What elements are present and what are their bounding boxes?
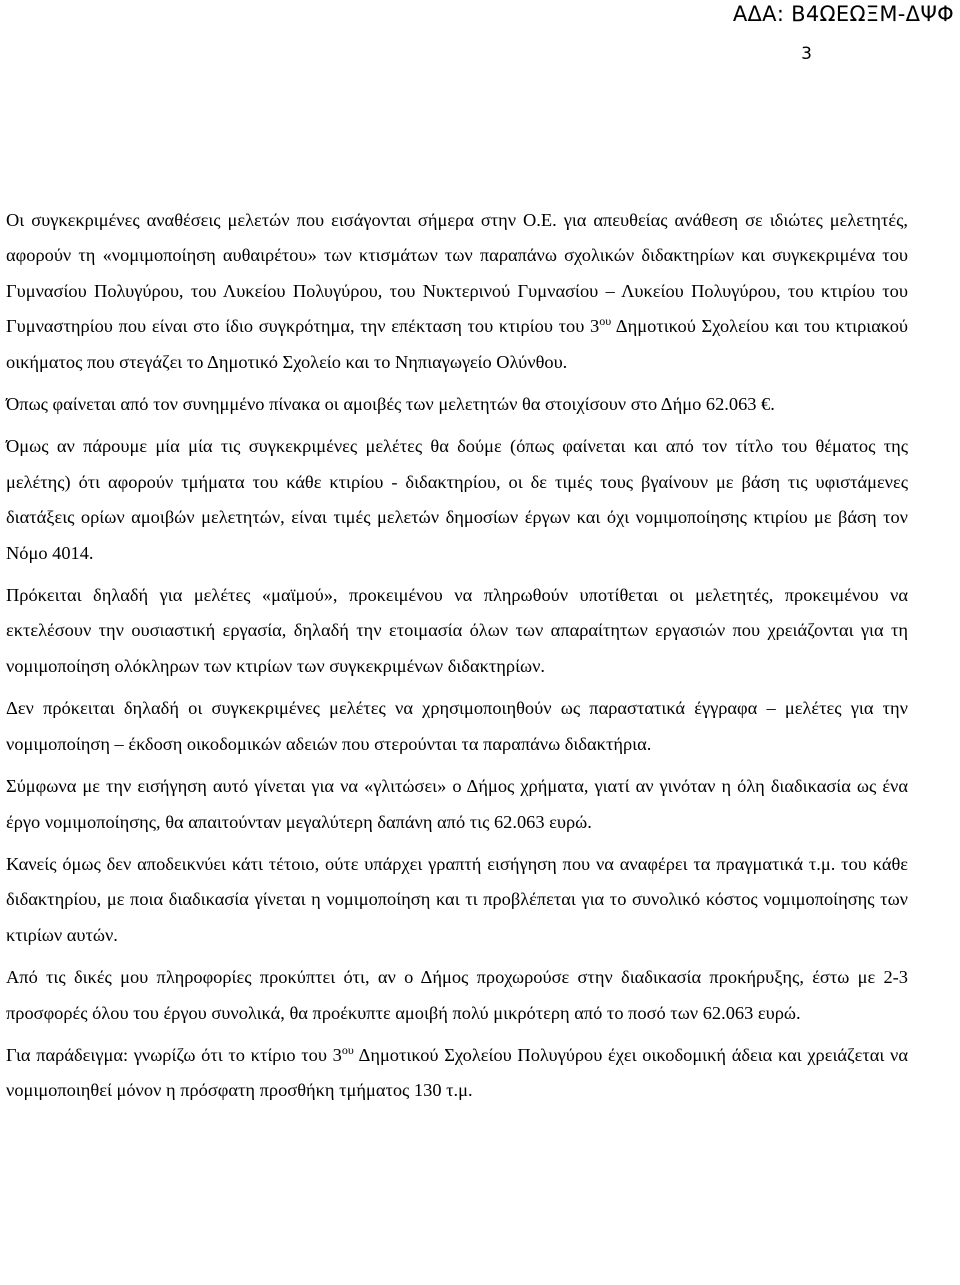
paragraph-fake-studies: Πρόκειται δηλαδή για μελέτες «μαϊμού», προκειμένου να πληρωθούν υποτίθεται οι μελετητές, προκειμένου να εκτελέσουν την ουσιαστική εργασία, δηλαδή την ετοιμασία όλων των απαραίτητων εργασιών που χρειάζονται για τη νομιμοποίηση ολόκληρων των κτιρίων των συγκεκριμένων διδακτηρίων. <box>6 585 908 676</box>
page-number: 3 <box>801 44 812 64</box>
paragraph-text: Δημοτικού Σχολείου και του κτιριακού οικήματος που στεγάζει το Δημοτικό Σχολείο και το Νηπιαγωγείο Ολύνθου. <box>6 316 908 372</box>
ordinal-suffix: ου <box>341 1042 354 1057</box>
paragraph-proposal: Σύμφωνα με την εισήγηση αυτό γίνεται για να «γλιτώσει» ο Δήμος χρήματα, γιατί αν γινόταν η όλη διαδικασία ως ένα έργο νομιμοποίησης, θα απαιτούνταν μεγαλύτερη δαπάνη από τις 62.063 ευρώ. <box>6 776 908 832</box>
paragraph-not-used: Δεν πρόκειται δηλαδή οι συγκεκριμένες μελέτες να χρησιμοποιηθούν ως παραστατικά έγγραφα – μελέτες για την νομιμοποίηση – έκδοση οικοδομικών αδειών που στερούνται τα παραπάνω διδακτήρια. <box>6 698 908 754</box>
paragraph-text: Για παράδειγμα: γνωρίζω ότι το κτίριο του 3 <box>6 1044 342 1065</box>
paragraph-information: Από τις δικές μου πληροφορίες προκύπτει ότι, αν ο Δήμος προχωρούσε στην διαδικασία προκήρυξης, έστω με 2-3 προσφορές όλου του έργου συνολικά, θα προέκυπτε αμοιβή πολύ μικρότερη από το ποσό των 62.063 ευρώ. <box>6 967 908 1023</box>
paragraph-no-proof: Κανείς όμως δεν αποδεικνύει κάτι τέτοιο, ούτε υπάρχει γραπτή εισήγηση που να αναφέρει τα πραγματικά τ.μ. του κάθε διδακτηρίου, με ποια διαδικασία γίνεται η νομιμοποίηση και τι προβλέπεται για το συνολικό κόστος νομιμοποίησης των κτιρίων αυτών. <box>6 853 908 945</box>
ada-code: ΑΔΑ: Β4ΩΕΩΞΜ-ΔΨΦ <box>732 2 954 26</box>
paragraph-assignments <box>6 203 908 380</box>
paragraph-example <box>6 1038 908 1109</box>
paragraph-text: Δημοτικού Σχολείου Πολυγύρου έχει οικοδομική άδεια και χρειάζεται να νομιμοποιηθεί μόνον η πρόσφατη προσθήκη τμήματος 130 τ.μ. <box>6 1044 908 1101</box>
paragraph-fees: Όπως φαίνεται από τον συνημμένο πίνακα οι αμοιβές των μελετητών θα στοιχίσουν στο Δήμο 62.063 €. <box>6 394 775 415</box>
ordinal-suffix: ου <box>599 314 612 329</box>
paragraph-text: Οι συγκεκριμένες αναθέσεις μελετών που εισάγονται σήμερα στην Ο.Ε. για απευθείας ανάθεση σε ιδιώτες μελετητές, αφορούν τη «νομιμοποίηση αυθαιρέτου» των κτισμάτων των παραπάνω σχολικών διδακτηρίων και συγκεκριμένα του Γυμνασίου Πολυγύρου, του Λυκείου Πολυγύρου, του Νυκτερινού Γυμνασίου – Λυκείου Πολυγύρου, του κτιρίου του Γυμναστηρίου που είναι στο ίδιο συγκρότημα, την επέκταση του κτιρίου του 3 <box>6 210 908 337</box>
paragraph-studies: Όμως αν πάρουμε μία μία τις συγκεκριμένες μελέτες θα δούμε (όπως φαίνεται και από τον τίτλο του θέματος της μελέτης) ότι αφορούν τμήματα του κάθε κτιρίου - διδακτηρίου, οι δε τιμές τους βγαίνουν με βάση τις υφιστάμενες διατάξεις ορίων αμοιβών μελετητών, είναι τιμές μελετών δημοσίων έργων και όχι νομιμοποίησης κτιρίου με βάση τον Νόμο 4014. <box>6 436 908 563</box>
document-body <box>6 203 908 1116</box>
